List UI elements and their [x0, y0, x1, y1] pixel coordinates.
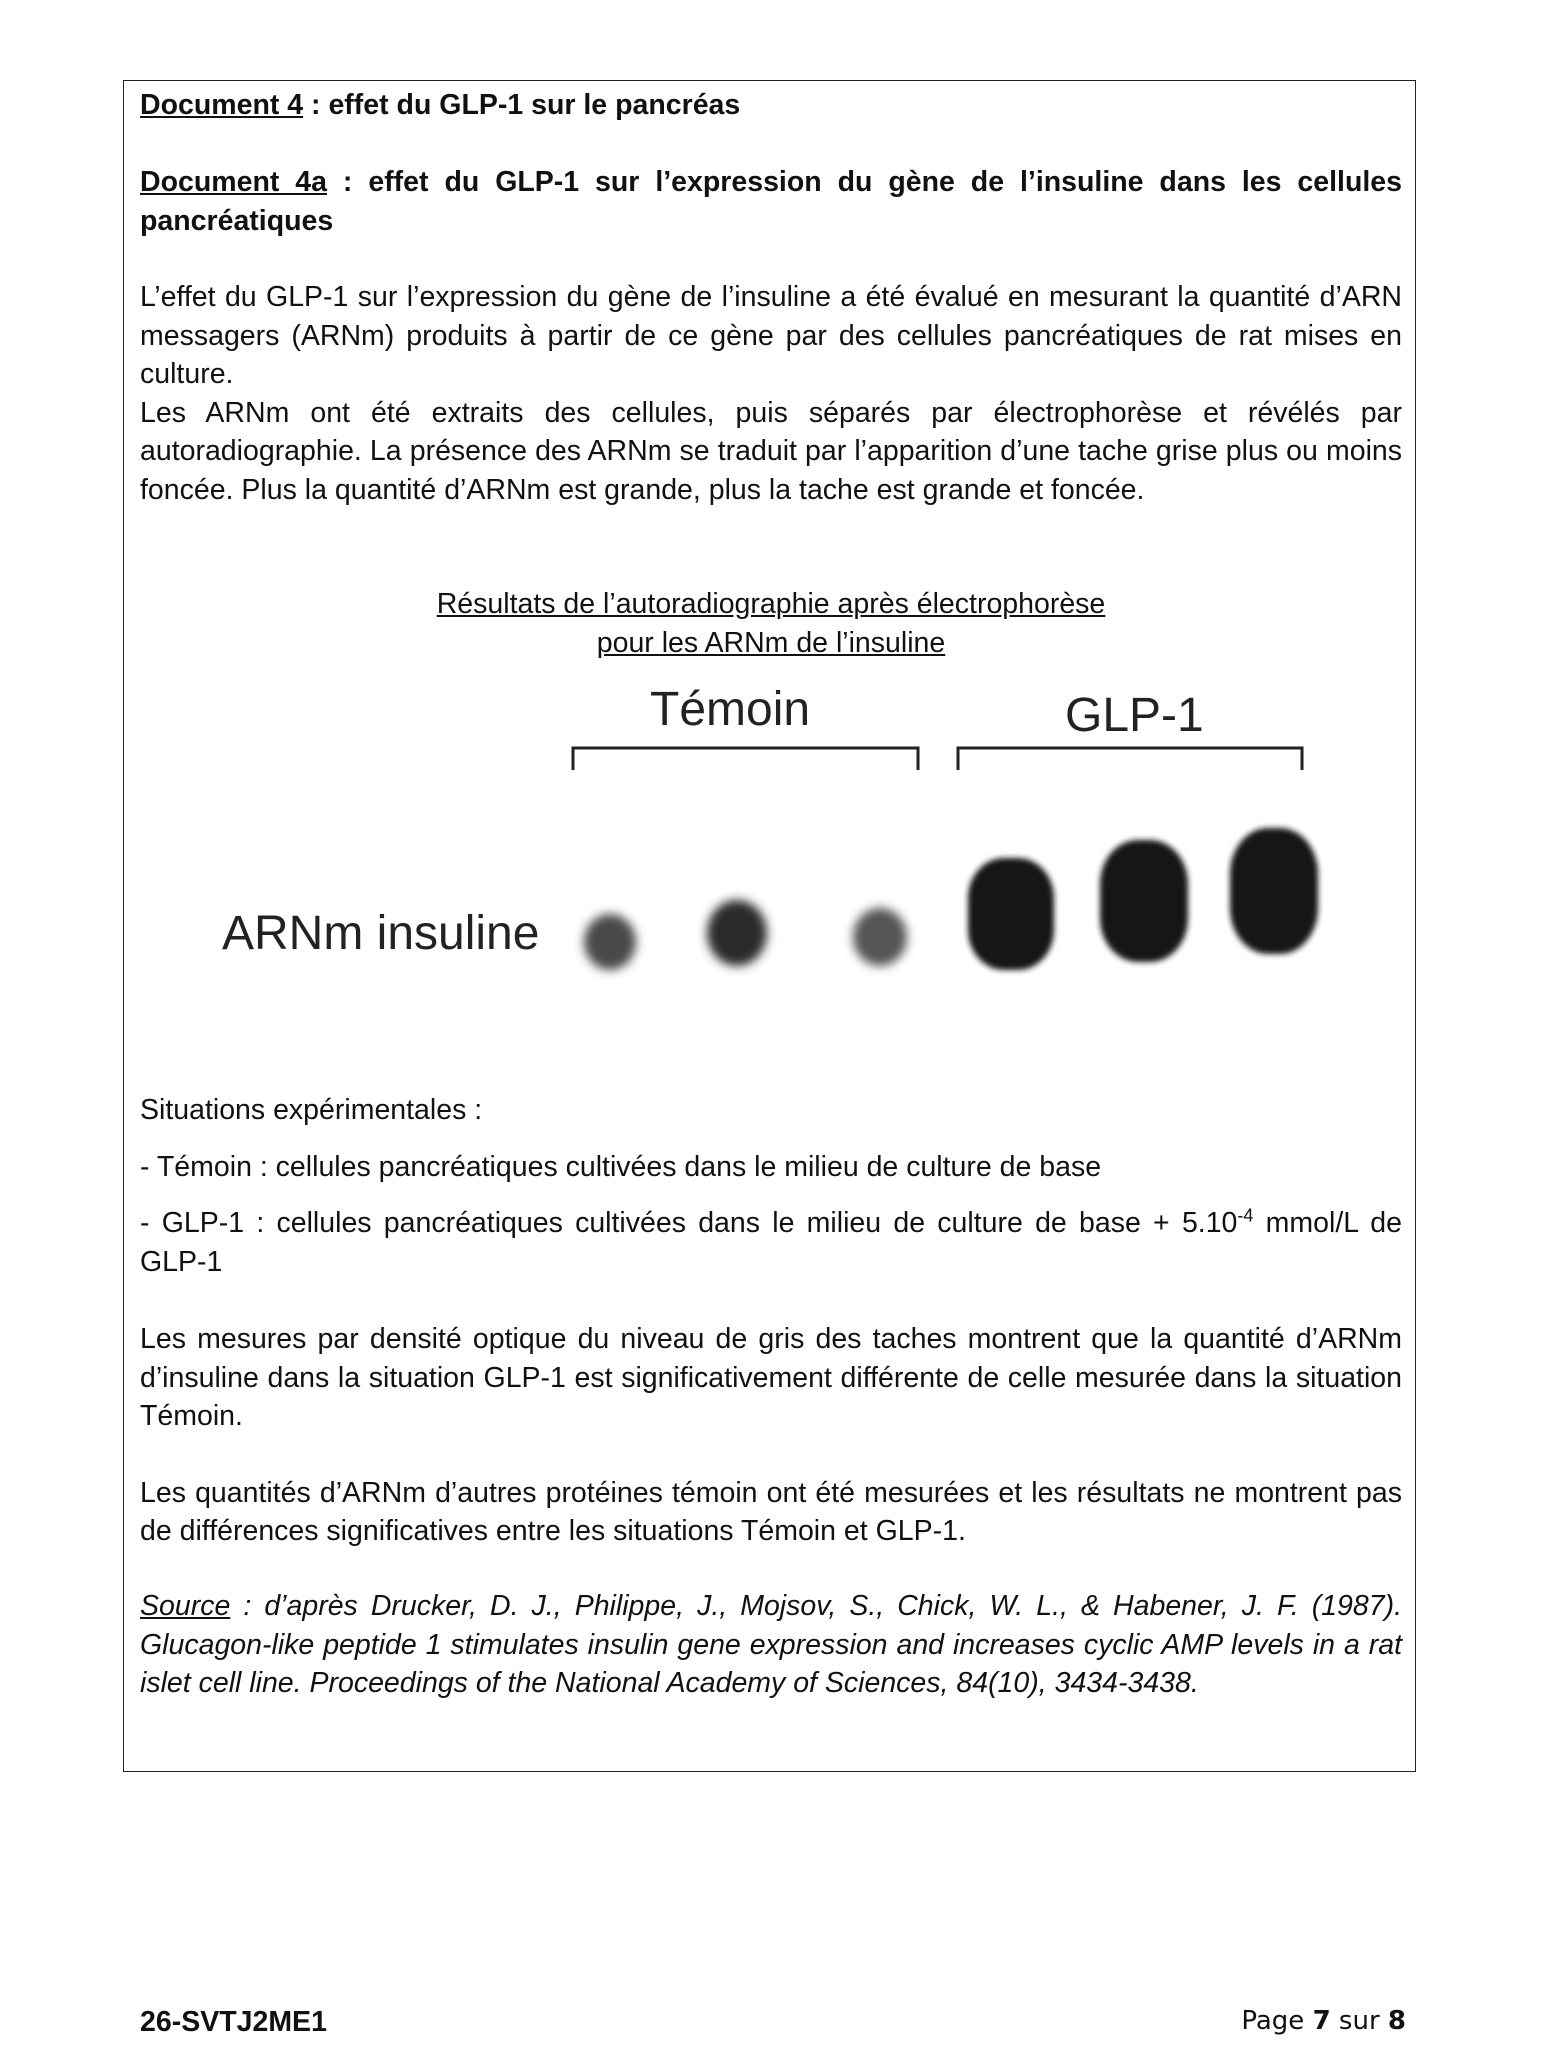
glp1-bracket [958, 748, 1302, 770]
document-4-title: : effet du GLP-1 sur le pancréas [303, 89, 741, 121]
document-code: 26-SVTJ2ME1 [140, 2006, 327, 2038]
temoin-spot-3 [853, 908, 907, 966]
intro-paragraph-2: Les ARNm ont été extraits des cellules, puis séparés par électrophorèse et révélés par autoradiographie. La présence des ARNm se traduit par l’apparition d’une tache grise plus ou moins foncée. Plus la quantité d’ARNm est grande, plus la tache est grande et foncée. [140, 396, 1402, 506]
autoradiography-figure [200, 683, 1340, 1040]
page-word: Page [1241, 2006, 1313, 2036]
glp1-spot-2 [1100, 840, 1188, 962]
results-paragraph-1: Les mesures par densité optique du niveau de gris des taches montrent que la quantité d’ARNm d’insuline dans la situation GLP-1 est significativement différente de celle mesurée dans la situation Témoin. [140, 1323, 1402, 1432]
temoin-group-label: Témoin [650, 683, 811, 736]
document-4-label: Document 4 [140, 89, 304, 121]
source-label: Source [140, 1590, 231, 1622]
document-4a-heading [140, 163, 1402, 240]
document-4a-title: : effet du GLP-1 sur l’expression du gène de l’insuline dans les cellules pancréatiques [140, 166, 1402, 237]
intro-paragraph-1: L’effet du GLP-1 sur l’expression du gène de l’insuline a été évalué en mesurant la quantité d’ARN messagers (ARNm) produits à partir de ce gène par des cellules pancréatiques de rat mises en culture. [140, 281, 1402, 390]
results-paragraph-2: Les quantités d’ARNm d’autres protéines témoin ont été mesurées et les résultats ne montrent pas de différences significatives entre les situations Témoin et GLP-1. [140, 1476, 1402, 1547]
results-section [140, 1320, 1402, 1551]
situation-glp1-unit: mmol/L de GLP-1 [140, 1207, 1402, 1278]
temoin-bracket [573, 748, 918, 770]
glp1-spot-3 [1230, 828, 1318, 954]
autoradiography-image [200, 700, 1340, 1040]
source-text: : d’après Drucker, D. J., Philippe, J., Mojsov, S., Chick, W. L., & Habener, J. F. (1987). Glucagon-like peptide 1 stimulates insulin gene expression and increases cyclic AMP levels in a rat islet cell line. Proceedings of the National Academy of Sciences, 84(10), 3434-3438. [140, 1590, 1402, 1699]
situations-heading: Situations expérimentales : [140, 1094, 483, 1126]
source-section [140, 1587, 1402, 1703]
glp1-group-label: GLP-1 [1065, 689, 1204, 742]
figure-caption-line-2: pour les ARNm de l’insuline [596, 626, 946, 659]
row-label-arnm-insuline: ARNm insuline [222, 907, 540, 960]
situation-glp1-text: - GLP-1 : cellules pancréatiques cultivées dans le milieu de culture de base + 5.10 [140, 1207, 1238, 1239]
document-4a-label: Document 4a [140, 166, 327, 198]
situation-glp1 [140, 1204, 1402, 1281]
page-of-word: sur [1330, 2006, 1388, 2036]
situation-temoin: - Témoin : cellules pancréatiques cultivées dans le milieu de culture de base [140, 1150, 1102, 1183]
document-4-heading [140, 86, 1402, 125]
situation-glp1-exponent: -4 [1237, 1205, 1254, 1226]
page-current: 7 [1312, 2006, 1331, 2036]
page-number [1241, 2006, 1406, 2036]
intro-text [140, 278, 1402, 509]
glp1-spot-1 [968, 858, 1054, 970]
situations-section [140, 1091, 1402, 1281]
temoin-spot-1 [584, 914, 636, 970]
figure-caption-line-1: Résultats de l’autoradiographie après électrophorèse [436, 588, 1106, 620]
temoin-spot-2 [707, 900, 767, 966]
page-total: 8 [1387, 2006, 1406, 2036]
figure-caption [140, 585, 1402, 662]
